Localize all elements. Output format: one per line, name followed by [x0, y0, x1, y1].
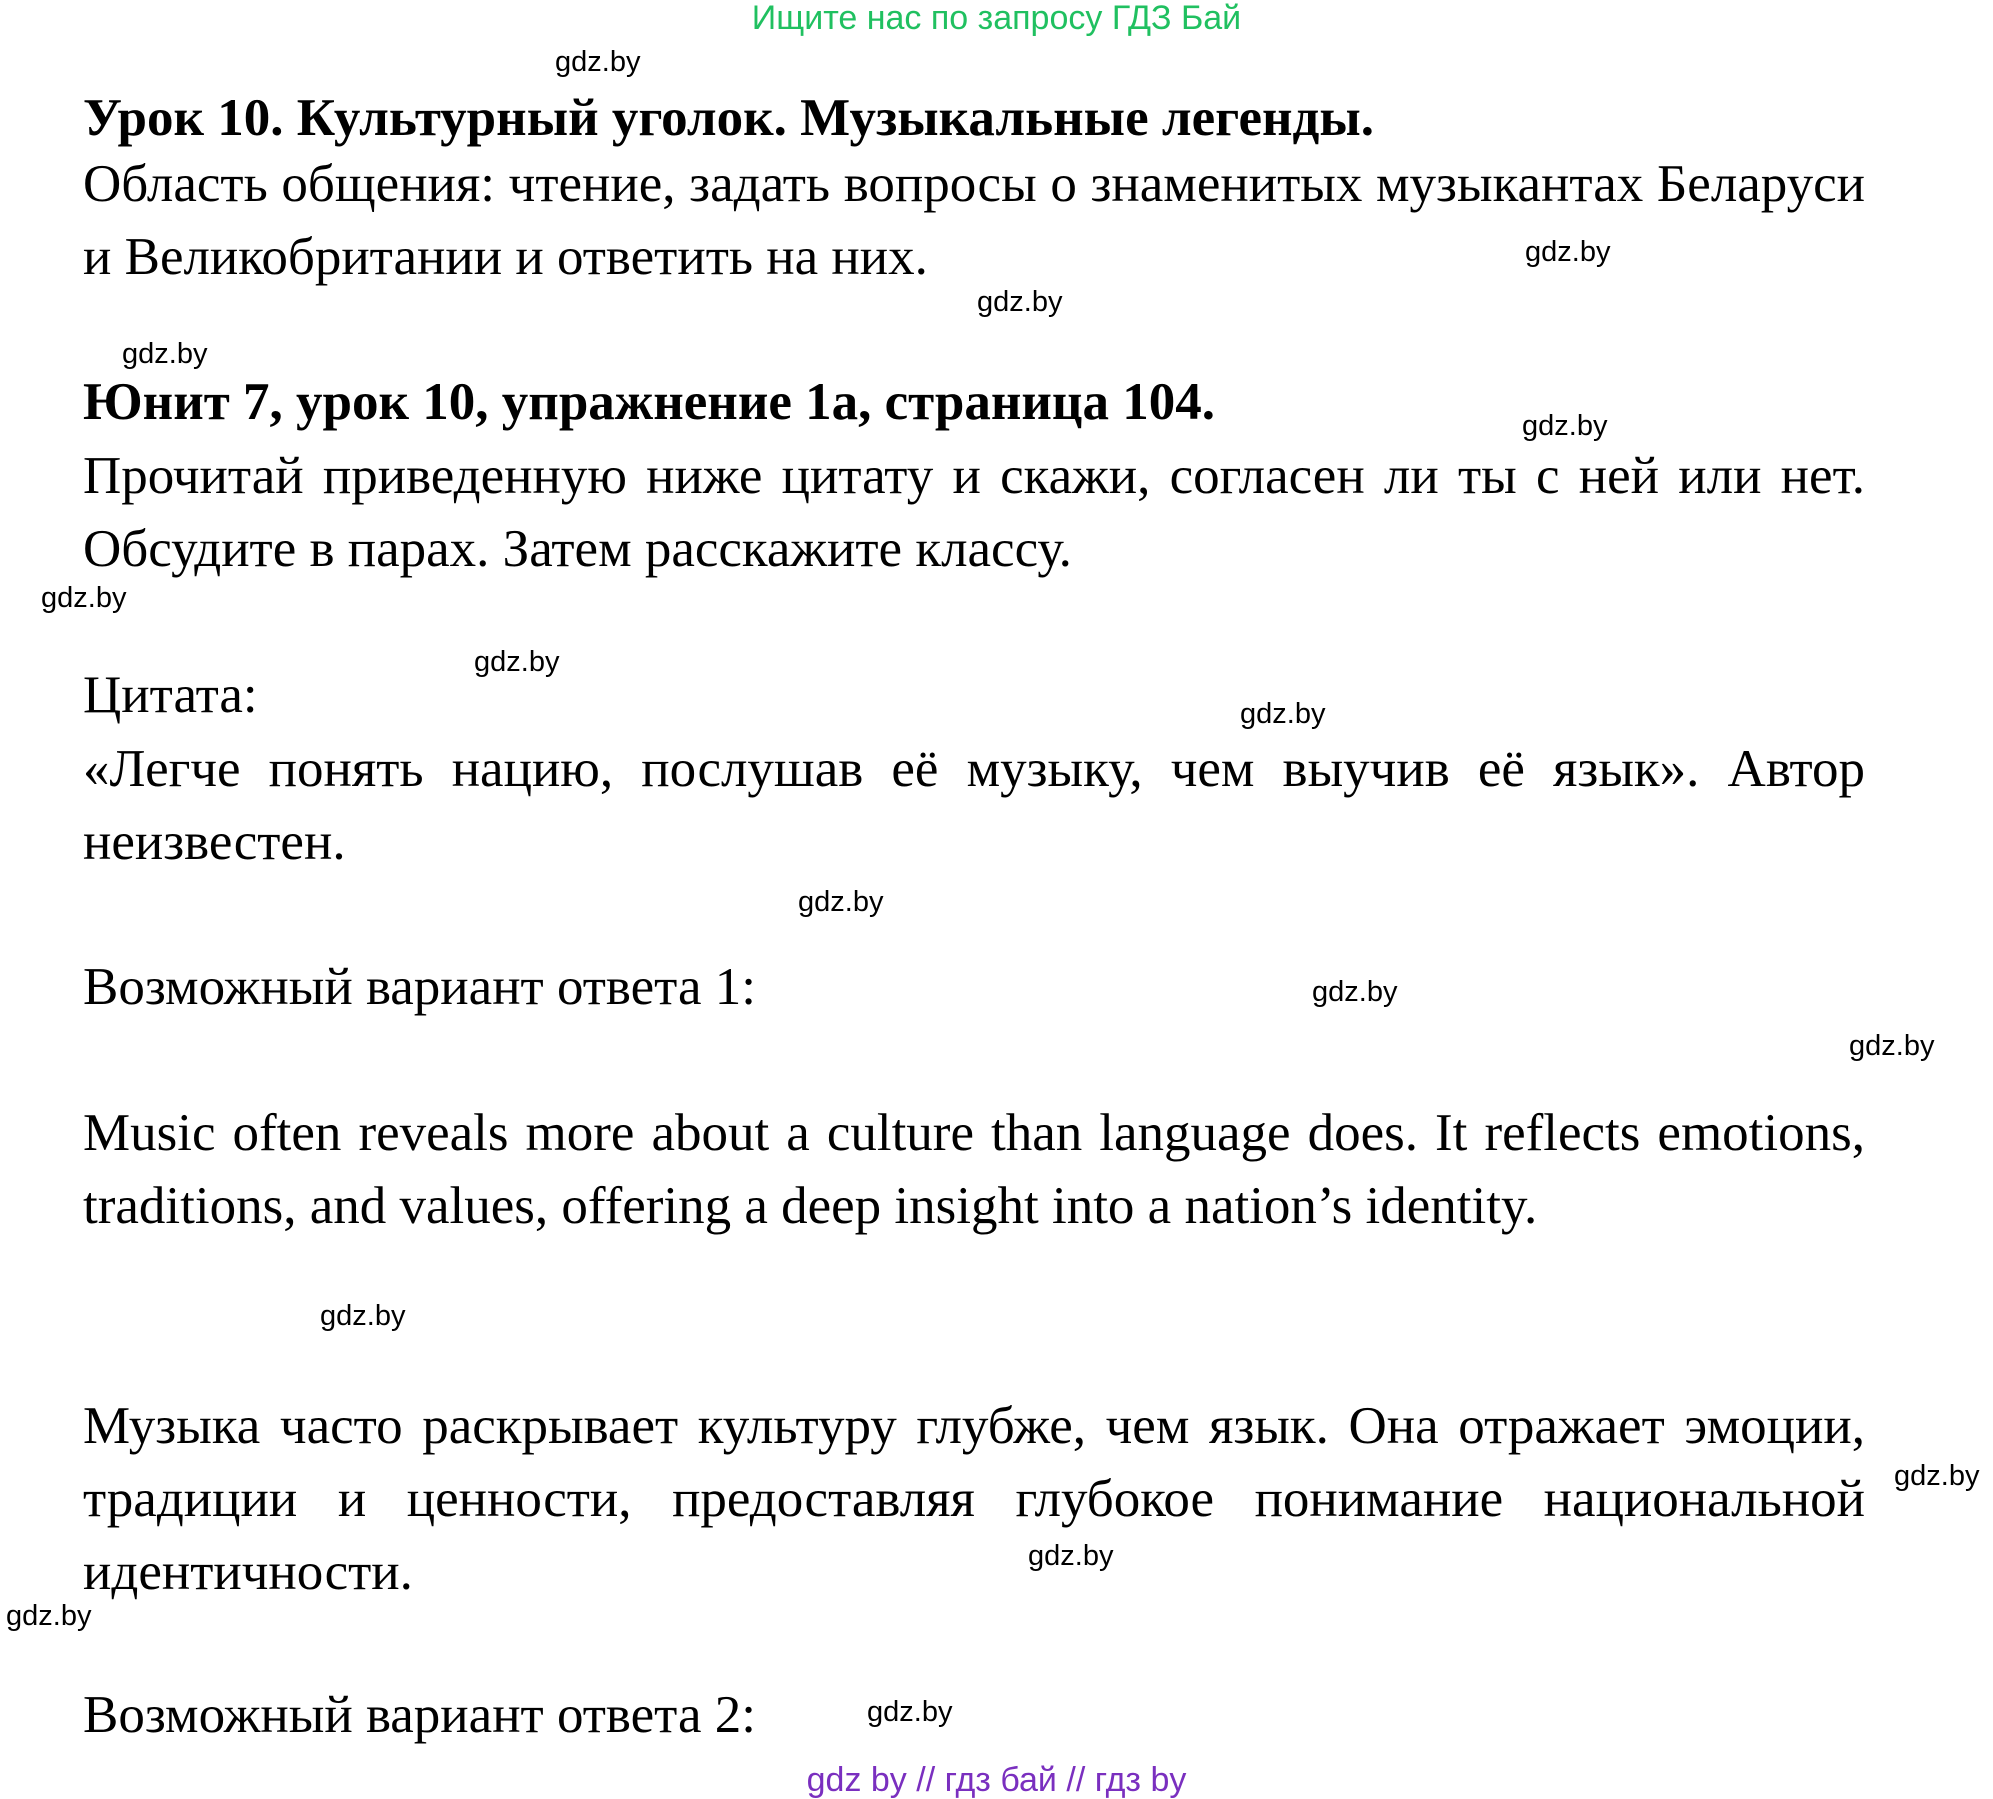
exercise-title: Юнит 7, урок 10, упражнение 1a, страница 104. — [83, 373, 1215, 431]
watermark: gdz.by — [1894, 1460, 1980, 1492]
answer-1-label: Возможный вариант ответа 1: — [83, 958, 756, 1016]
watermark: gdz.by — [1240, 698, 1326, 730]
watermark: gdz.by — [555, 46, 641, 78]
watermark: gdz.by — [474, 646, 560, 678]
watermark: gdz.by — [1525, 236, 1611, 268]
answer-1-english-text: Music often reveals more about a culture than language does. It reflects emotions, traditions, and values, offering a deep insight into a nation’s identity. — [83, 1104, 1865, 1235]
watermark: gdz.by — [6, 1600, 92, 1632]
watermark: gdz.by — [320, 1300, 406, 1332]
bottom-banner-link[interactable]: gdz by // гдз бай // гдз by — [806, 1761, 1187, 1799]
top-banner-link[interactable]: Ищите нас по запросу ГДЗ Бай — [751, 0, 1242, 37]
watermark: gdz.by — [1312, 976, 1398, 1008]
lesson-title: Урок 10. Культурный уголок. Музыкальные легенды. — [83, 89, 1374, 147]
exercise-task-text: Прочитай приведенную ниже цитату и скажи, согласен ли ты с ней или нет. Обсудите в парах. Затем расскажите классу. — [83, 447, 1865, 578]
watermark: gdz.by — [122, 338, 208, 370]
watermark: gdz.by — [1522, 410, 1608, 442]
quote-text: «Легче понять нацию, послушав её музыку, чем выучив её язык». Автор неизвестен. — [83, 740, 1865, 871]
watermark: gdz.by — [798, 886, 884, 918]
watermark: gdz.by — [41, 582, 127, 614]
answer-2-label: Возможный вариант ответа 2: — [83, 1686, 756, 1744]
quote-label: Цитата: — [83, 666, 258, 724]
watermark: gdz.by — [867, 1696, 953, 1728]
watermark: gdz.by — [977, 286, 1063, 318]
answer-1-russian-text: Музыка часто раскрывает культуру глубже, чем язык. Она отражает эмоции, традиции и ценности, предоставляя глубокое понимание национальной идентичности. — [83, 1397, 1865, 1601]
watermark: gdz.by — [1849, 1030, 1935, 1062]
communication-area-text: Область общения: чтение, задать вопросы о знаменитых музыкантах Беларуси и Великобритании и ответить на них. — [83, 155, 1865, 286]
watermark: gdz.by — [1028, 1540, 1114, 1572]
